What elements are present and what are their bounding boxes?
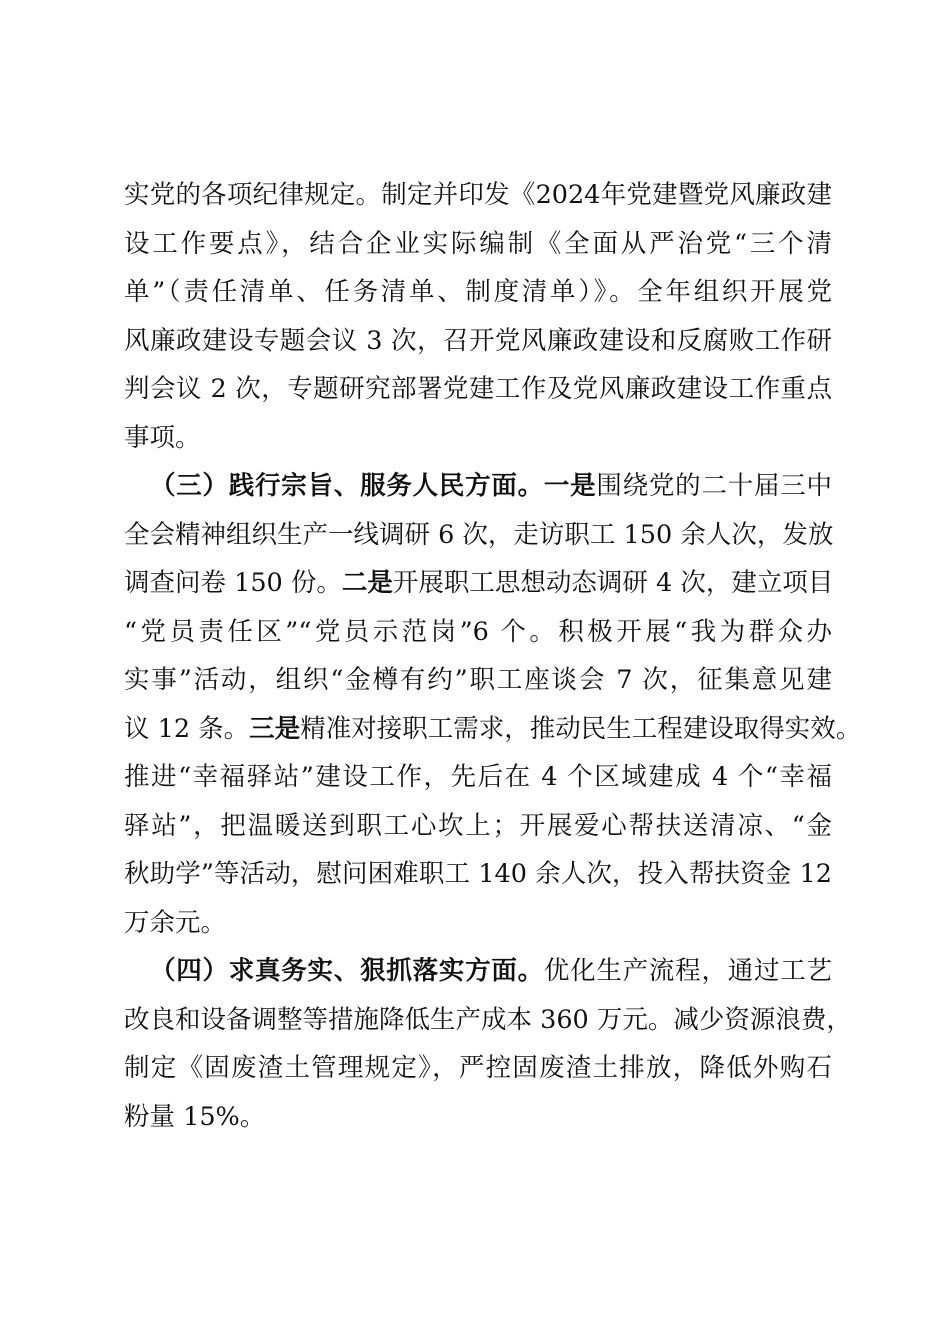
text-line [124,275,832,309]
text-line [150,954,832,988]
text-line [124,906,832,940]
text-line [124,809,832,843]
body-text: 精准对接职工需求，推动民生工程建设取得实效。 [300,713,862,744]
body-text: 设工作要点》，结合企业实际编制《全面从严治党“三个清 [124,228,832,259]
body-text: 单”（责任清单、任务清单、制度清单）》。全年组织开展党 [124,277,832,307]
body-text: 议 12 条。 [124,713,250,744]
text-line [124,227,832,261]
body-text: 推进“幸福驿站”建设工作，先后在 4 个区域建成 4 个“幸福 [124,762,832,792]
text-line [124,518,832,552]
text-line [124,372,832,406]
text-line [124,1100,832,1134]
text-line [124,566,832,600]
text-line [124,1051,832,1085]
body-text: 改良和设备调整等措施降低生产成本 360 万元。减少资源浪费， [124,1004,852,1035]
body-text: 全会精神组织生产一线调研 6 次，走访职工 150 余人次，发放 [124,519,834,550]
bold-heading-text: （四）求真务实、狠抓落实方面。 [150,956,544,986]
body-text: 围绕党的二十届三中 [596,471,832,501]
bold-heading-text: （三）践行宗旨、服务人民方面。一是 [150,471,597,501]
text-line [124,760,832,794]
text-line [124,857,832,891]
text-line [150,469,832,503]
body-text: 判会议 2 次，专题研究部署党建工作及党风廉政建设工作重点 [124,374,832,404]
bold-heading-text: 二是 [341,568,393,598]
text-line [124,663,832,697]
text-line [124,615,832,649]
body-text: 开展职工思想动态调研 4 次，建立项目 [392,568,834,598]
body-text: “党员责任区”“党员示范岗”6 个。积极开展“我为群众办 [124,616,832,647]
body-text: 制定《固废渣土管理规定》，严控固废渣土排放，降低外购石 [124,1053,832,1083]
body-text: 实党的各项纪律规定。制定并印发《2024年党建暨党风廉政建 [124,180,832,210]
body-text: 风廉政建设专题会议 3 次，召开党风廉政建设和反腐败工作研 [124,325,832,356]
body-text: 秋助学”等活动，慰问困难职工 140 余人次，投入帮扶资金 12 [124,859,832,889]
body-text: 粉量 15%。 [124,1101,266,1132]
body-text: 事项。 [124,422,201,453]
text-line [124,421,832,455]
body-text: 优化生产流程，通过工艺 [543,956,832,986]
bold-heading-text: 三是 [249,713,301,744]
text-line [124,178,832,212]
body-text: 万余元。 [124,907,227,938]
text-line [124,712,862,746]
text-line [124,324,832,358]
body-text: 实事”活动，组织“金樽有约”职工座谈会 7 次，征集意见建 [124,665,832,695]
text-line [124,1003,852,1037]
body-text: 驿站”，把温暖送到职工心坎上；开展爱心帮扶送清凉、“金 [124,810,832,841]
body-text: 调查问卷 150 份。 [124,568,342,598]
